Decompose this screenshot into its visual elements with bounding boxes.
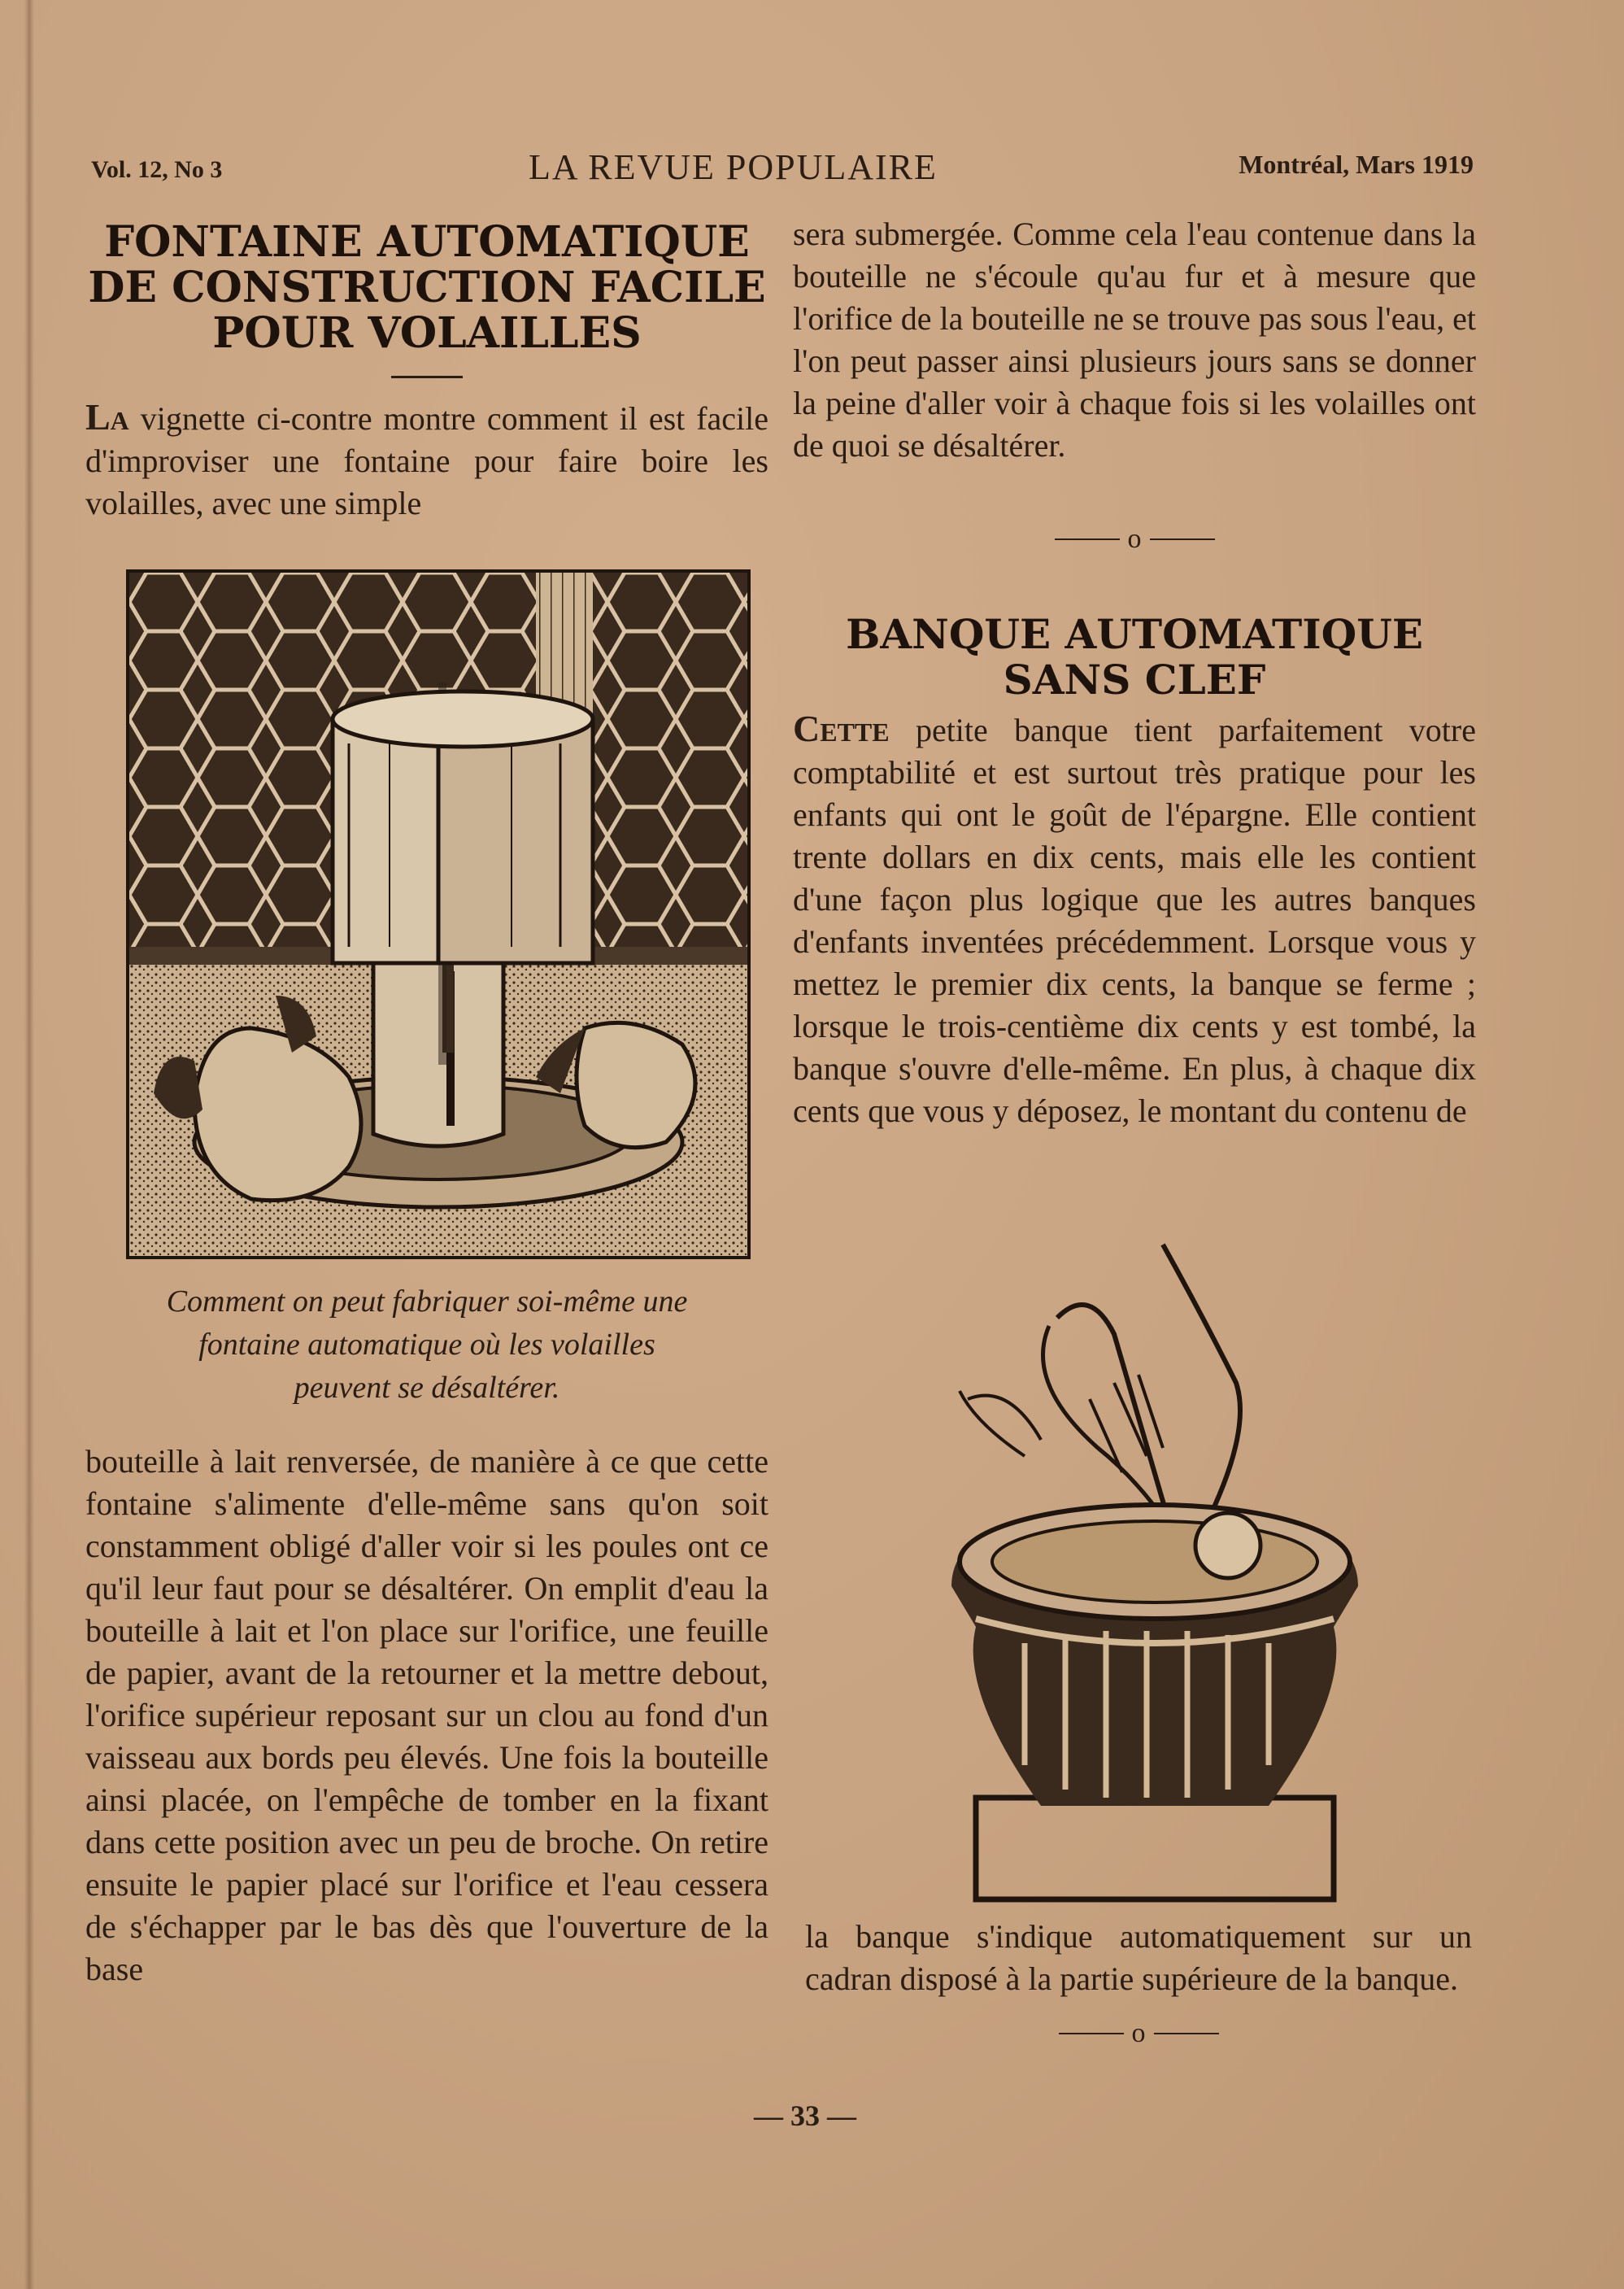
publication-title: LA REVUE POPULAIRE: [529, 147, 938, 187]
issue-date: Montréal, Mars 1919: [1239, 150, 1474, 179]
article-title-fontaine: [85, 217, 768, 358]
banque-paragraph-1: [793, 708, 1476, 1132]
separator-mark: o: [1131, 2018, 1146, 2048]
paragraph-text: petite banque tient parfaitement votre comptabilité et est surtout très pratique pour les enfants qui ont le goût de l'épargne. Elle contient trente dollars en dix cents, mais elle les contient d'une façon plus logique que les autres banques d'enfants inventées précédemment. Lorsque vous y mettez le premier dix cents, la banque se ferme ; lorsque le trois-centième dix cents y est tombé, la banque s'ouvre d'elle-même. En plus, à chaque dix cents que vous y déposez, le montant du contenu de: [793, 712, 1476, 1129]
volume-number: Vol. 12, No 3: [91, 156, 223, 183]
banque-paragraph-2: la banque s'indique automatiquement sur un cadran disposé à la partie supérieure de la banque.: [805, 1918, 1472, 1997]
separator-dash: [1150, 538, 1215, 540]
right-column-bottom: [805, 1916, 1472, 2049]
fontaine-paragraph-1: [85, 396, 768, 525]
caption-line: fontaine automatique où les volailles: [198, 1328, 655, 1362]
section-separator: [793, 524, 1476, 555]
title-line: SANS CLEF: [1003, 656, 1266, 704]
title-rule: [391, 376, 463, 378]
article-title-banque: [793, 612, 1476, 703]
title-line: BANQUE AUTOMATIQUE: [846, 610, 1423, 658]
poultry-fountain-illustration: [126, 569, 751, 1259]
binding-shadow: [24, 0, 34, 2289]
fountain-engraving: [129, 573, 747, 1256]
separator-mark: o: [1127, 524, 1142, 554]
bank-engraving: [927, 1236, 1382, 1920]
separator-dash: [1055, 538, 1120, 540]
fontaine-paragraph-continued: sera submergée. Comme cela l'eau contenue dans la bouteille ne s'écoule qu'au fur et à mesure que l'orifice de la bouteille ne se trouve pas sous l'eau, et l'on peut passer ainsi plusieurs jours sans se donner la peine d'aller voir à chaque fois si les volailles ont de quoi se désaltérer.: [793, 216, 1476, 464]
title-line: POUR VOLAILLES: [212, 308, 642, 358]
separator-dash: [1154, 2033, 1219, 2034]
fontaine-paragraph-2: bouteille à lait renversée, de manière à ce que cette fontaine s'alimente d'elle-même sans qu'on soit constamment obligé d'aller voir si les poules ont ce qu'il leur faut pour se désaltérer. On emplit d'eau la bouteille à lait et l'on place sur l'orifice, une feuille de papier, avant de la retourner et la mettre debout, l'orifice supérieur reposant sur un clou au fond d'un vaisseau aux bords peu élevés. Une fois la bouteille ainsi placée, on l'empêche de tomber en la fixant dans cette position avec un peu de broche. On retire ensuite le papier placé sur l'orifice et l'eau cessera de s'échapper par le bas dès que l'ouverture de la base: [85, 1443, 768, 1987]
paragraph-text: vignette ci-contre montre comment il est facile d'improviser une fontaine pour faire boire les volailles, avec une simple: [85, 400, 768, 521]
savings-bank-illustration: [927, 1236, 1382, 1920]
drop-cap: Cette: [793, 708, 890, 749]
caption-line: Comment on peut fabriquer soi-même une: [166, 1284, 688, 1319]
figure-caption: [102, 1280, 752, 1410]
title-line: DE CONSTRUCTION FACILE: [88, 263, 766, 312]
left-column: [85, 217, 768, 1990]
right-column: [793, 213, 1476, 1132]
drop-cap: La: [85, 396, 129, 438]
section-separator: [805, 2018, 1472, 2049]
title-line: FONTAINE AUTOMATIQUE: [104, 217, 750, 267]
page-number: — 33 —: [754, 2099, 856, 2132]
running-header: [91, 146, 1474, 195]
caption-line: peuvent se désaltérer.: [294, 1371, 560, 1405]
separator-dash: [1059, 2033, 1124, 2034]
